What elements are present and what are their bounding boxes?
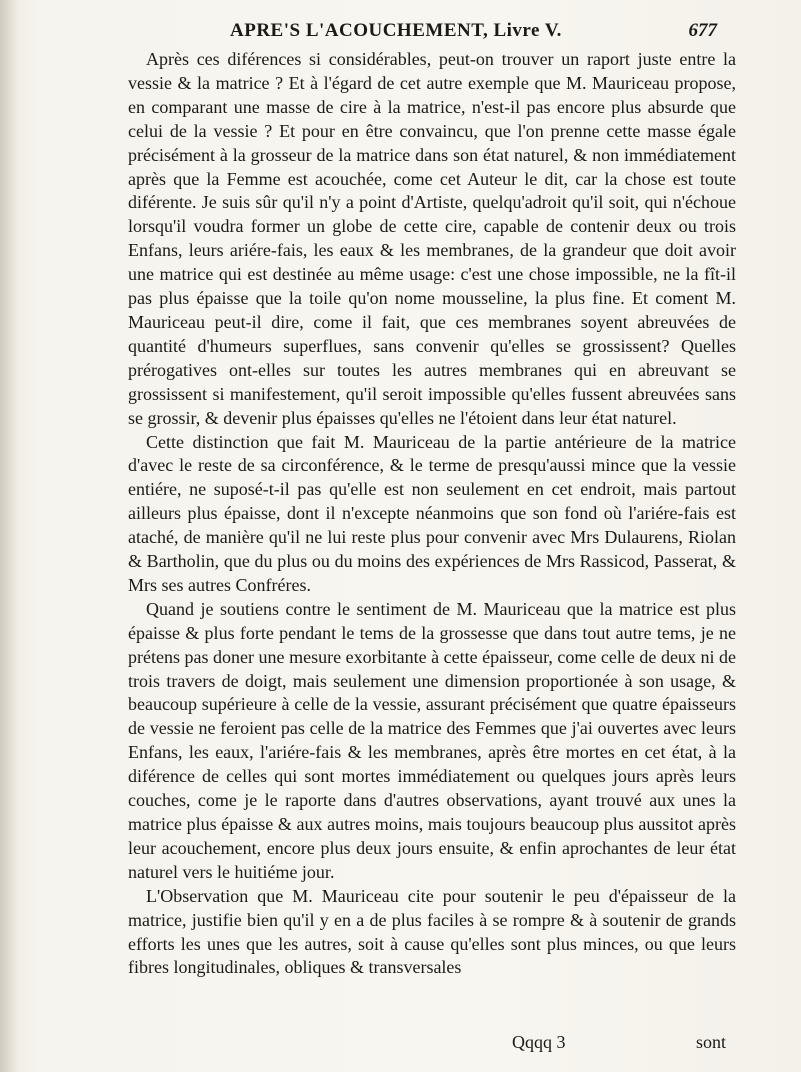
body-text <box>128 48 736 980</box>
paragraph: Quand je soutiens contre le sentiment de M. Mauriceau que la matrice est plus épaisse & plus forte pendant le tems de la grossesse que dans tout autre tems, je ne prétens pas doner une mesure exorbitante à cette épaisseur, come celle de deux ni de trois travers de doigt, mais seulement une dimension proportionée à son usage, & beaucoup supérieure à celle de la vessie, assurant précisément que quatre épaisseurs de vessie ne feroient pas celle de la matrice des Femmes que j'ai ouvertes avec leurs Enfans, les eaux, l'ariére-fais & les membranes, après être mortes en cet état, à la diférence de celles qui sont mortes immédiatement ou quelques jours après leurs couches, come je le raporte dans d'autres observations, ayant trouvé aux unes la matrice plus épaisse & aux autres moins, mais toujours beaucoup plus aussitot après leur acouchement, encore plus deux jours ensuite, & enfin aprochantes de leur état naturel vers le huitiéme jour. <box>128 598 736 882</box>
signature-mark: Qqqq 3 <box>512 1032 566 1052</box>
running-head: APRE'S L'ACOUCHEMENT, Livre V. <box>230 20 562 41</box>
paragraph: L'Observation que M. Mauriceau cite pour soutenir le peu d'épaisseur de la matrice, justifie bien qu'il y en a de plus faciles à se rompre & à soutenir de grands efforts les unes que les autres, soit à cause qu'elles sont plus minces, ou que leurs fibres longitudinales, obliques & transversales <box>128 885 736 978</box>
page-gutter-shadow <box>0 0 18 1072</box>
page-header <box>200 10 717 50</box>
paragraph: Après ces diférences si considérables, peut-on trouver un raport juste entre la vessie & la matrice ? Et à l'égard de cet autre exemple que M. Mauriceau propose, en comparant une masse de cire à la matrice, n'est-il pas encore plus absurde que celui de la vessie ? Et pour en être convaincu, que l'on prenne cette masse égale précisément à la grosseur de la matrice dans son état naturel, & non immédiatement après que la Femme est acouchée, come cet Auteur le dit, car la chose est toute diférente. Je suis sûr qu'il n'y a point d'Artiste, quelqu'adroit qu'il soit, qui n'échoue lorsqu'il voudra former un globe de cette cire, capable de contenir deux ou trois Enfans, leurs ariére-fais, les eaux & les membranes, de la grandeur que doit avoir une matrice qui est destinée au même usage: c'est une chose impossible, ne la fît-il pas plus épaisse que la toile qu'on nome mousseline, la plus fine. Et coment M. Mauriceau peut-il dire, come il fait, que ces membranes soyent abreuvées de quantité d'humeurs superflues, sans convenir qu'elles se grossissent? Quelles prérogatives ont-elles sur toutes les autres membranes qui en abreuvant se grossissent si manifestement, qu'il seroit impossible qu'elles fussent abreuvées sans se grossir, & devenir plus épaisses qu'elles ne l'étoient dans leur état naturel. <box>128 49 736 428</box>
page-number: 677 <box>688 20 717 41</box>
paragraph: Cette distinction que fait M. Mauriceau de la partie antérieure de la matrice d'avec le reste de sa circonférence, & le terme de presqu'aussi mince que la vessie entiére, ne suposé-t-il pas qu'elle est non seulement en cet endroit, mais partout ailleurs plus épaisse, dont il n'excepte néanmoins que son fond où l'ariére-fais est ataché, de manière qu'il ne lui reste plus pour convenir avec Mrs Dulaurens, Riolan & Bartholin, que du plus ou du moins des expériences de Mrs Rassicod, Passerat, & Mrs ses autres Confréres. <box>128 431 736 595</box>
catchword: sont <box>696 1032 727 1052</box>
